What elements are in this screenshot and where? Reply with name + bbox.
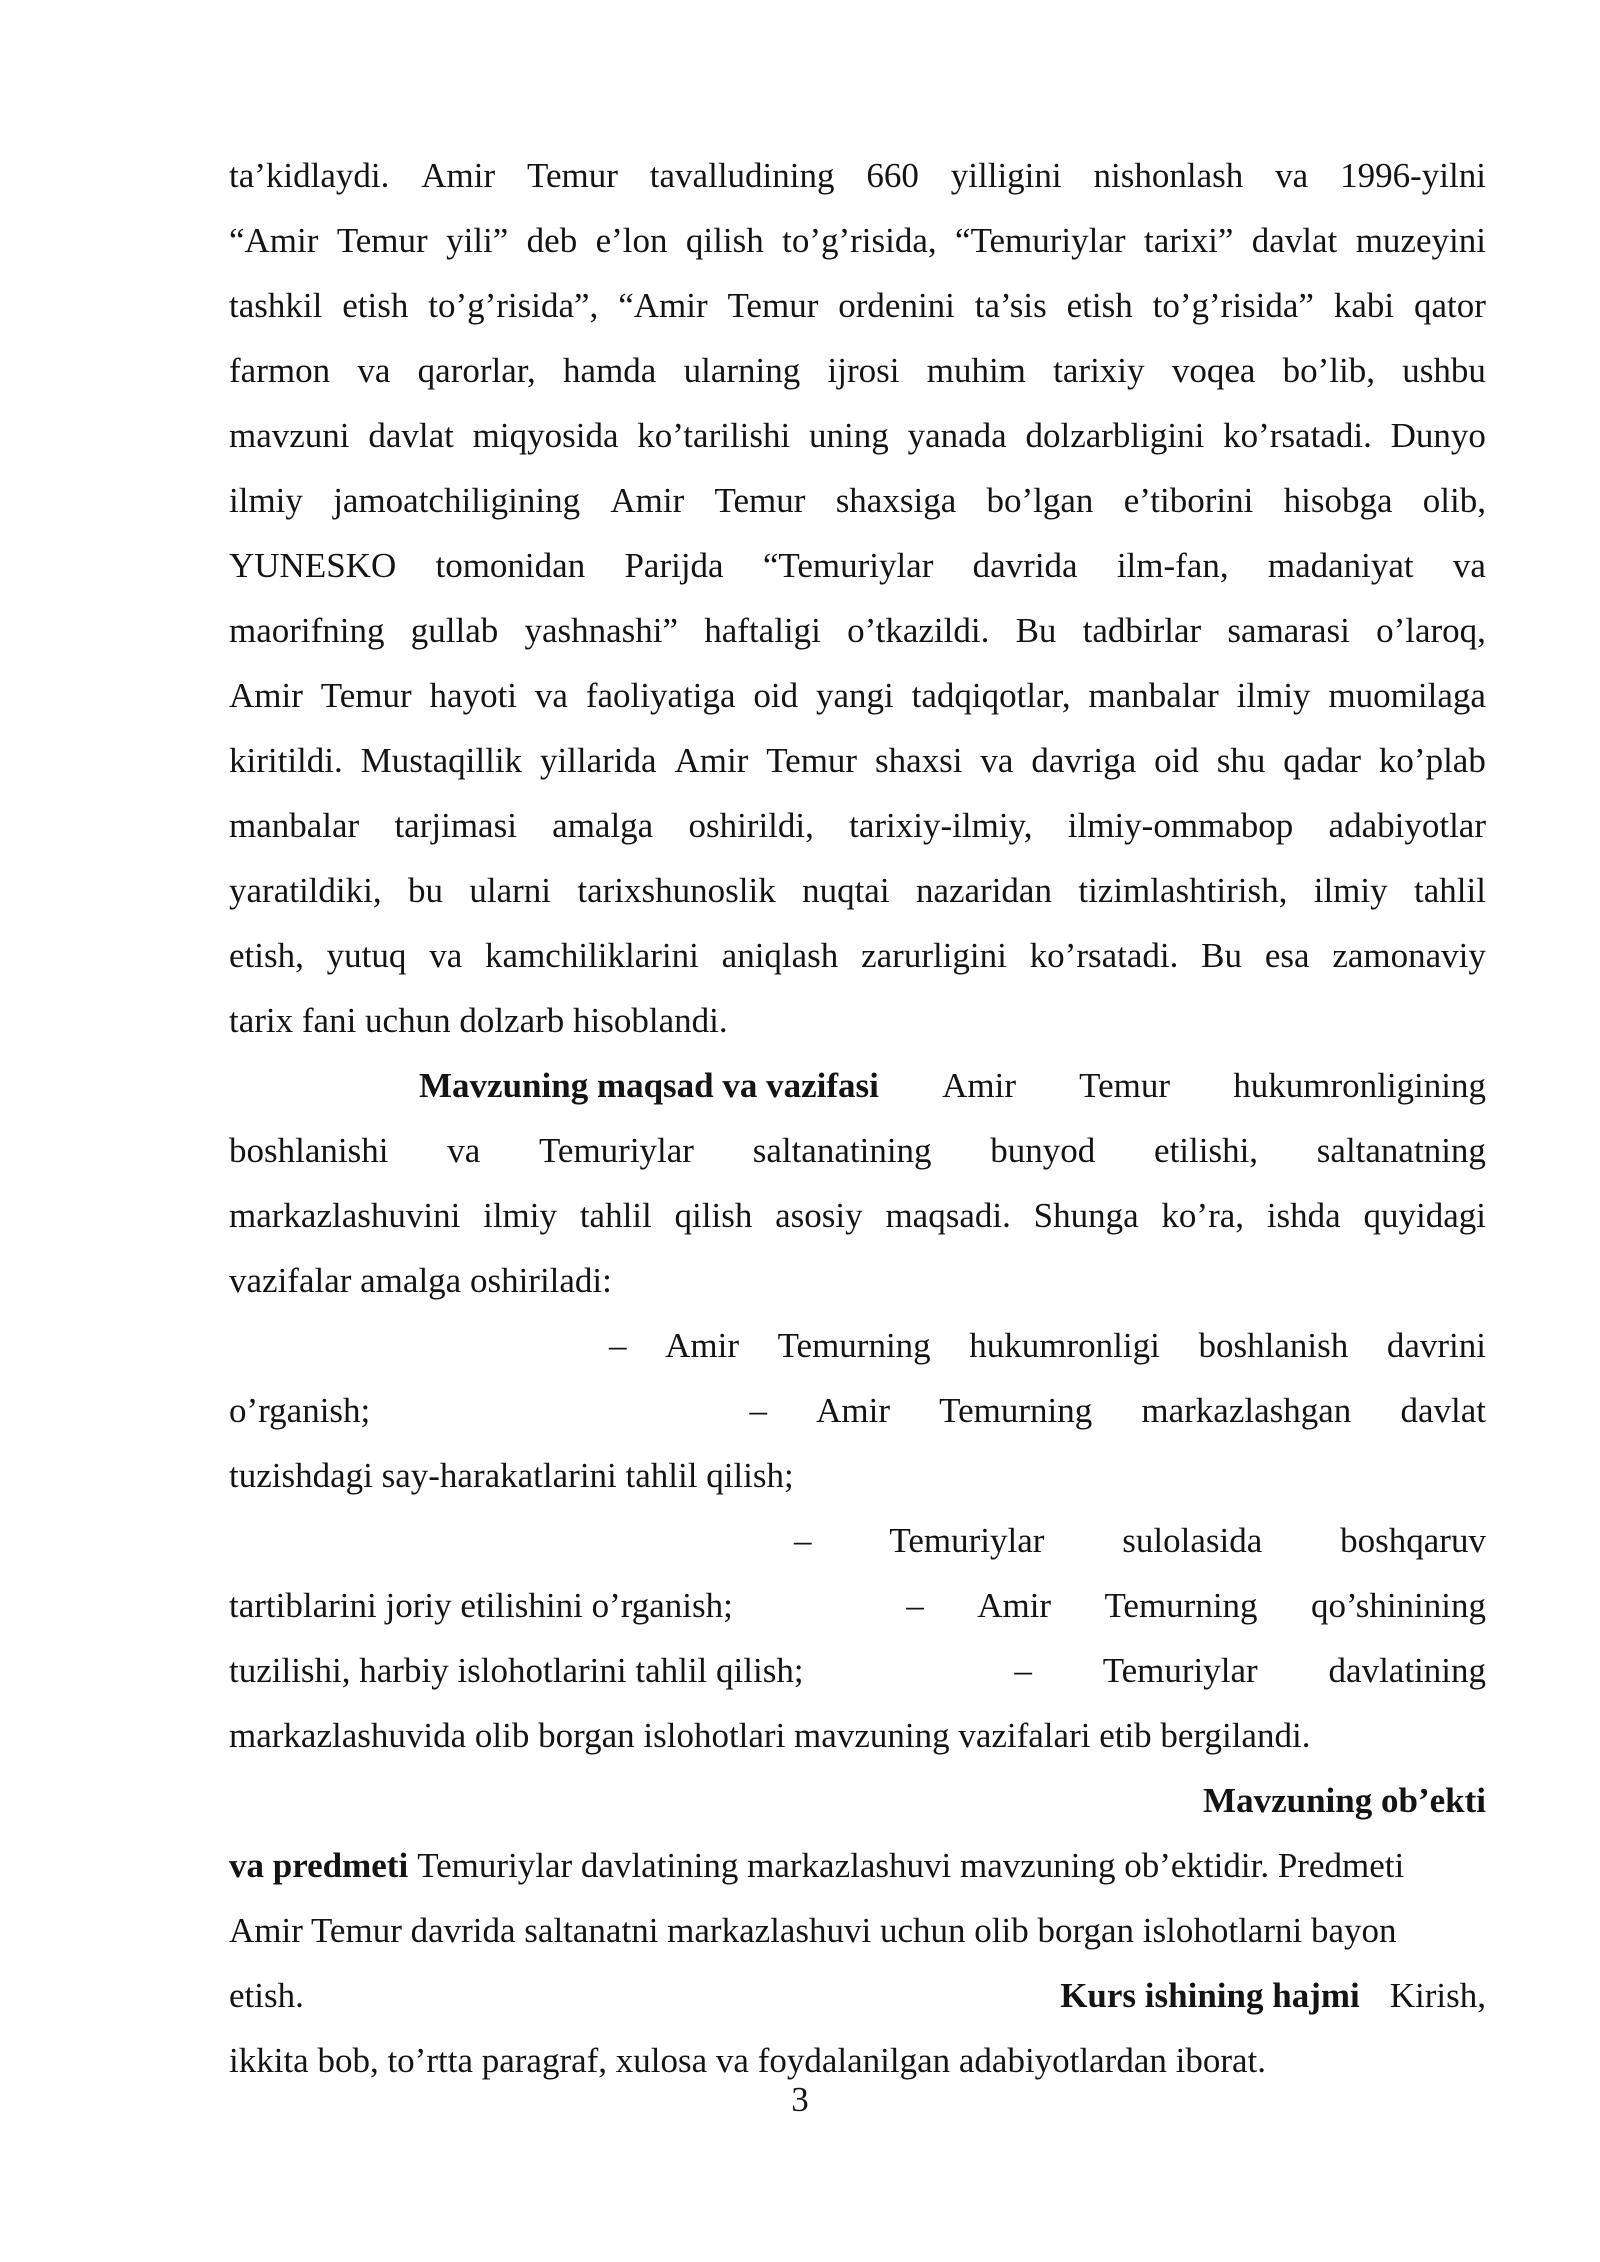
- word: Temuriylar: [538, 1131, 694, 1170]
- text-line: [229, 143, 1486, 208]
- word: hamda: [563, 351, 657, 390]
- word: tarjimasi: [394, 806, 517, 845]
- word: Parijda: [624, 546, 724, 585]
- word: muhim: [926, 351, 1026, 390]
- word: to’g’risida,: [782, 221, 937, 260]
- word: ishda: [1266, 1196, 1341, 1235]
- dash: –: [1014, 1651, 1032, 1690]
- line-text: ikkita bob, to’rtta paragraf, xulosa va foydalanilgan adabiyotlardan iborat.: [229, 2041, 1266, 2080]
- word: Dunyo: [1390, 416, 1486, 455]
- word: davrini: [1386, 1326, 1486, 1365]
- word: to’g’risida”: [1152, 286, 1314, 325]
- word: ko’ra,: [1161, 1196, 1245, 1235]
- word: o’laroq,: [1376, 611, 1486, 650]
- word: miqyosida: [472, 416, 619, 455]
- word: kabi: [1333, 286, 1395, 325]
- line-text: etish.: [229, 1976, 304, 2015]
- word: Temur: [1079, 1066, 1171, 1105]
- word: 660: [866, 156, 919, 195]
- word: Temurning: [777, 1326, 931, 1365]
- word: dolzarbligini: [1025, 416, 1205, 455]
- word: Temur: [727, 286, 819, 325]
- line-text: tuzilishi, harbiy islohotlarini tahlil qilish;: [229, 1651, 804, 1690]
- word: qilish: [685, 221, 764, 260]
- word: ko’rsatadi.: [1223, 416, 1372, 455]
- word: ilmiy: [229, 481, 303, 520]
- word: boshqaruv: [1340, 1521, 1486, 1560]
- text-line: [229, 923, 1486, 988]
- word: “Temuriylar: [955, 221, 1126, 260]
- word: ko’rsatadi.: [1029, 936, 1179, 975]
- word: uning: [809, 416, 889, 455]
- text-line: [229, 728, 1486, 793]
- word: olib,: [1422, 481, 1486, 520]
- word: samarasi: [1227, 611, 1350, 650]
- word: bo’lgan: [986, 481, 1094, 520]
- word: yashnashi”: [524, 611, 679, 650]
- text-line: [229, 663, 1486, 728]
- word: nazaridan: [915, 871, 1052, 910]
- word: yili”: [446, 221, 509, 260]
- line-text: tarix fani uchun dolzarb hisoblandi.: [229, 1001, 728, 1040]
- word: zamonaviy: [1332, 936, 1486, 975]
- word: tizimlashtirish,: [1078, 871, 1288, 910]
- line-text: tuzishdagi say-harakatlarini tahlil qilish;: [229, 1456, 794, 1495]
- word: hukumronligining: [1233, 1066, 1486, 1105]
- task-line: [229, 1638, 1486, 1703]
- word: o’rganish;: [229, 1391, 371, 1430]
- word: yanada: [907, 416, 1007, 455]
- task-line: [229, 1573, 1486, 1638]
- word: nuqtai: [802, 871, 890, 910]
- paragraph-goals: [229, 1053, 1486, 1313]
- word: qo’shinining: [1310, 1586, 1486, 1625]
- line-text: Amir Temur davrida saltanatni markazlashuvi uchun olib borgan islohotlarni bayon: [229, 1911, 1397, 1950]
- text-line: [229, 598, 1486, 663]
- word: qarorlar,: [417, 351, 536, 390]
- word: ularning: [683, 351, 801, 390]
- text-line: [229, 403, 1486, 468]
- text-line: [229, 1898, 1486, 1963]
- word: saltanatning: [1316, 1131, 1486, 1170]
- text-line: [229, 1768, 1486, 1833]
- word: Temur: [766, 741, 858, 780]
- word: zarurligini: [861, 936, 1007, 975]
- line-text: vazifalar amalga oshiriladi:: [229, 1261, 612, 1300]
- word: jamoatchiligining: [333, 481, 581, 520]
- word: bu: [407, 871, 443, 910]
- word: yillarida: [539, 741, 657, 780]
- word: shaxsi: [874, 741, 963, 780]
- word: manbalar: [229, 806, 360, 845]
- word: va: [357, 351, 391, 390]
- word: Amir: [816, 1391, 890, 1430]
- word: “Amir: [229, 221, 319, 260]
- document-body: [229, 143, 1486, 2093]
- word: saltanatining: [752, 1131, 932, 1170]
- text-line: [229, 338, 1486, 403]
- word: boshlanishi: [229, 1131, 389, 1170]
- section-heading-object: Mavzuning ob’ekti: [1203, 1781, 1486, 1820]
- word: Temur: [336, 221, 428, 260]
- page-number: 3: [791, 2080, 809, 2119]
- word: qadar: [1283, 741, 1362, 780]
- text-line: [229, 858, 1486, 923]
- word: maqsadi.: [885, 1196, 1011, 1235]
- line-text: markazlashuvida olib borgan islohotlari mavzuning vazifalari etib bergilandi.: [229, 1716, 1311, 1755]
- word: etish: [342, 286, 409, 325]
- word: to’g’risida”,: [428, 286, 599, 325]
- word: tashkil: [229, 286, 323, 325]
- word: tahlil: [579, 1196, 652, 1235]
- word: davriga: [1031, 741, 1137, 780]
- word: tadqiqotlar,: [911, 676, 1071, 715]
- word: Amir: [610, 481, 685, 520]
- word: boshlanish: [1198, 1326, 1349, 1365]
- word: oid: [1154, 741, 1199, 780]
- word: amalga: [552, 806, 654, 845]
- word: bo’lib,: [1282, 351, 1376, 390]
- word: davlatining: [1328, 1651, 1486, 1690]
- word: madaniyat: [1267, 546, 1414, 585]
- text-line: [229, 208, 1486, 273]
- word: nishonlash: [1093, 156, 1244, 195]
- word: davlat: [1251, 221, 1338, 260]
- word: sulolasida: [1122, 1521, 1263, 1560]
- word: tahlil: [1414, 871, 1486, 910]
- word: ilm-fan,: [1116, 546, 1229, 585]
- word: Temuriylar: [889, 1521, 1045, 1560]
- dash: –: [609, 1326, 627, 1365]
- word: hisobga: [1283, 481, 1393, 520]
- word: ilmiy: [483, 1196, 558, 1235]
- word: Amir: [977, 1586, 1052, 1625]
- word: e’lon: [595, 221, 668, 260]
- word: Mustaqillik: [360, 741, 523, 780]
- word: hukumronligi: [969, 1326, 1160, 1365]
- word: “Amir: [618, 286, 708, 325]
- word: tarixiy-ilmiy,: [849, 806, 1033, 845]
- word: YUNESKO: [229, 546, 397, 585]
- word: oshirildi,: [688, 806, 814, 845]
- word: tadbirlar: [1082, 611, 1202, 650]
- word: Amir: [665, 1326, 739, 1365]
- word: etish: [1066, 286, 1133, 325]
- word: yangi: [816, 676, 894, 715]
- word: ijrosi: [827, 351, 900, 390]
- text-line: [229, 1963, 1486, 2028]
- word: deb: [526, 221, 578, 260]
- word: tomonidan: [435, 546, 586, 585]
- word: va: [1275, 156, 1309, 195]
- task-line: [229, 1508, 1486, 1573]
- section-heading-goals: Mavzuning maqsad va vazifasi: [419, 1066, 879, 1105]
- word: shu: [1216, 741, 1266, 780]
- text-line: [229, 1248, 1486, 1313]
- word: Amir: [674, 741, 749, 780]
- word: o’tkazildi.: [847, 611, 990, 650]
- task-line: [229, 1313, 1486, 1378]
- word: quyidagi: [1363, 1196, 1486, 1235]
- text-line: [229, 988, 1486, 1053]
- text-line: [229, 1183, 1486, 1248]
- text-line: [229, 1053, 1486, 1118]
- word: aniqlash: [721, 936, 839, 975]
- line-text: Temuriylar davlatining markazlashuvi mavzuning ob’ektidir. Predmeti: [417, 1846, 1405, 1885]
- line-text: tartiblarini joriy etilishini o’rganish;: [229, 1586, 733, 1625]
- text-line: [229, 1118, 1486, 1183]
- word: muzeyini: [1355, 221, 1486, 260]
- word: kiritildi.: [229, 741, 343, 780]
- dash: –: [906, 1586, 924, 1625]
- word: Amir: [229, 676, 303, 715]
- text-line: [229, 273, 1486, 338]
- task-line: [229, 1378, 1486, 1443]
- word: bunyod: [990, 1131, 1096, 1170]
- text-line: [229, 793, 1486, 858]
- word: yaratildiki,: [229, 871, 382, 910]
- word: yutuq: [326, 936, 407, 975]
- word: markazlashgan: [1141, 1391, 1352, 1430]
- word: Amir: [421, 156, 496, 195]
- word: shaxsiga: [835, 481, 957, 520]
- word: Bu: [1015, 611, 1057, 650]
- word: 1996-yilni: [1340, 156, 1486, 195]
- word: e’tiborini: [1123, 481, 1254, 520]
- word: ushbu: [1402, 351, 1486, 390]
- word: tavalludining: [649, 156, 835, 195]
- task-line: [229, 1443, 1486, 1508]
- word: Amir: [942, 1066, 1016, 1105]
- word: va: [534, 676, 568, 715]
- word: ko’plab: [1378, 741, 1486, 780]
- text-line: [229, 1833, 1486, 1898]
- word: manbalar: [1088, 676, 1219, 715]
- word: ta’kidlaydi.: [229, 156, 390, 195]
- word: ularni: [469, 871, 551, 910]
- word: Bu: [1201, 936, 1243, 975]
- word: Temur: [527, 156, 618, 195]
- word: asosiy: [775, 1196, 863, 1235]
- word: voqea: [1171, 351, 1256, 390]
- task-line: [229, 1703, 1486, 1768]
- word: mavzuni: [229, 416, 350, 455]
- dash: –: [794, 1521, 812, 1560]
- word: Temur: [320, 676, 412, 715]
- word: ilmiy-ommabop: [1067, 806, 1294, 845]
- section-heading-volume: Kurs ishining hajmi: [1060, 1976, 1360, 2015]
- word: qator: [1414, 286, 1486, 325]
- word: ta’sis: [974, 286, 1047, 325]
- word: faoliyatiga: [585, 676, 736, 715]
- word: markazlashuvini: [229, 1196, 461, 1235]
- text-line: [229, 533, 1486, 598]
- word: tarixshunoslik: [577, 871, 776, 910]
- word: gullab: [410, 611, 499, 650]
- task-list: [229, 1313, 1486, 1768]
- word: maorifning: [229, 611, 385, 650]
- word: kamchiliklarini: [485, 936, 699, 975]
- word: tarixiy: [1053, 351, 1145, 390]
- word: farmon: [229, 351, 331, 390]
- word: ilmiy: [1313, 871, 1388, 910]
- word: va: [447, 1131, 481, 1170]
- word: Temur: [714, 481, 806, 520]
- word: Temurning: [939, 1391, 1093, 1430]
- word: va: [429, 936, 463, 975]
- paragraph-significance: [229, 143, 1486, 1053]
- word: qilish: [674, 1196, 753, 1235]
- word: muomilaga: [1328, 676, 1486, 715]
- word: hayoti: [429, 676, 518, 715]
- word: oid: [753, 676, 799, 715]
- text-line: [229, 468, 1486, 533]
- word: va: [980, 741, 1014, 780]
- word: Temurning: [1104, 1586, 1258, 1625]
- word: ko’tarilishi: [637, 416, 791, 455]
- word: davlat: [368, 416, 454, 455]
- word: tarixi”: [1143, 221, 1234, 260]
- dash: –: [749, 1391, 767, 1430]
- paragraph-object-subject: [229, 1768, 1486, 2093]
- word: Temuriylar: [1102, 1651, 1258, 1690]
- word: davlat: [1400, 1391, 1486, 1430]
- word: “Temuriylar: [762, 546, 934, 585]
- word: haftaligi: [704, 611, 821, 650]
- word: Shunga: [1033, 1196, 1139, 1235]
- word: yilligini: [950, 156, 1062, 195]
- word: ilmiy: [1236, 676, 1311, 715]
- word: adabiyotlar: [1328, 806, 1486, 845]
- word: davrida: [972, 546, 1078, 585]
- word: Kirish,: [1389, 1976, 1486, 2015]
- word: etish,: [229, 936, 304, 975]
- word: va: [1452, 546, 1486, 585]
- section-heading-subject: va predmeti: [229, 1846, 409, 1885]
- word: etilishi,: [1154, 1131, 1259, 1170]
- word: esa: [1264, 936, 1310, 975]
- word: ordenini: [838, 286, 955, 325]
